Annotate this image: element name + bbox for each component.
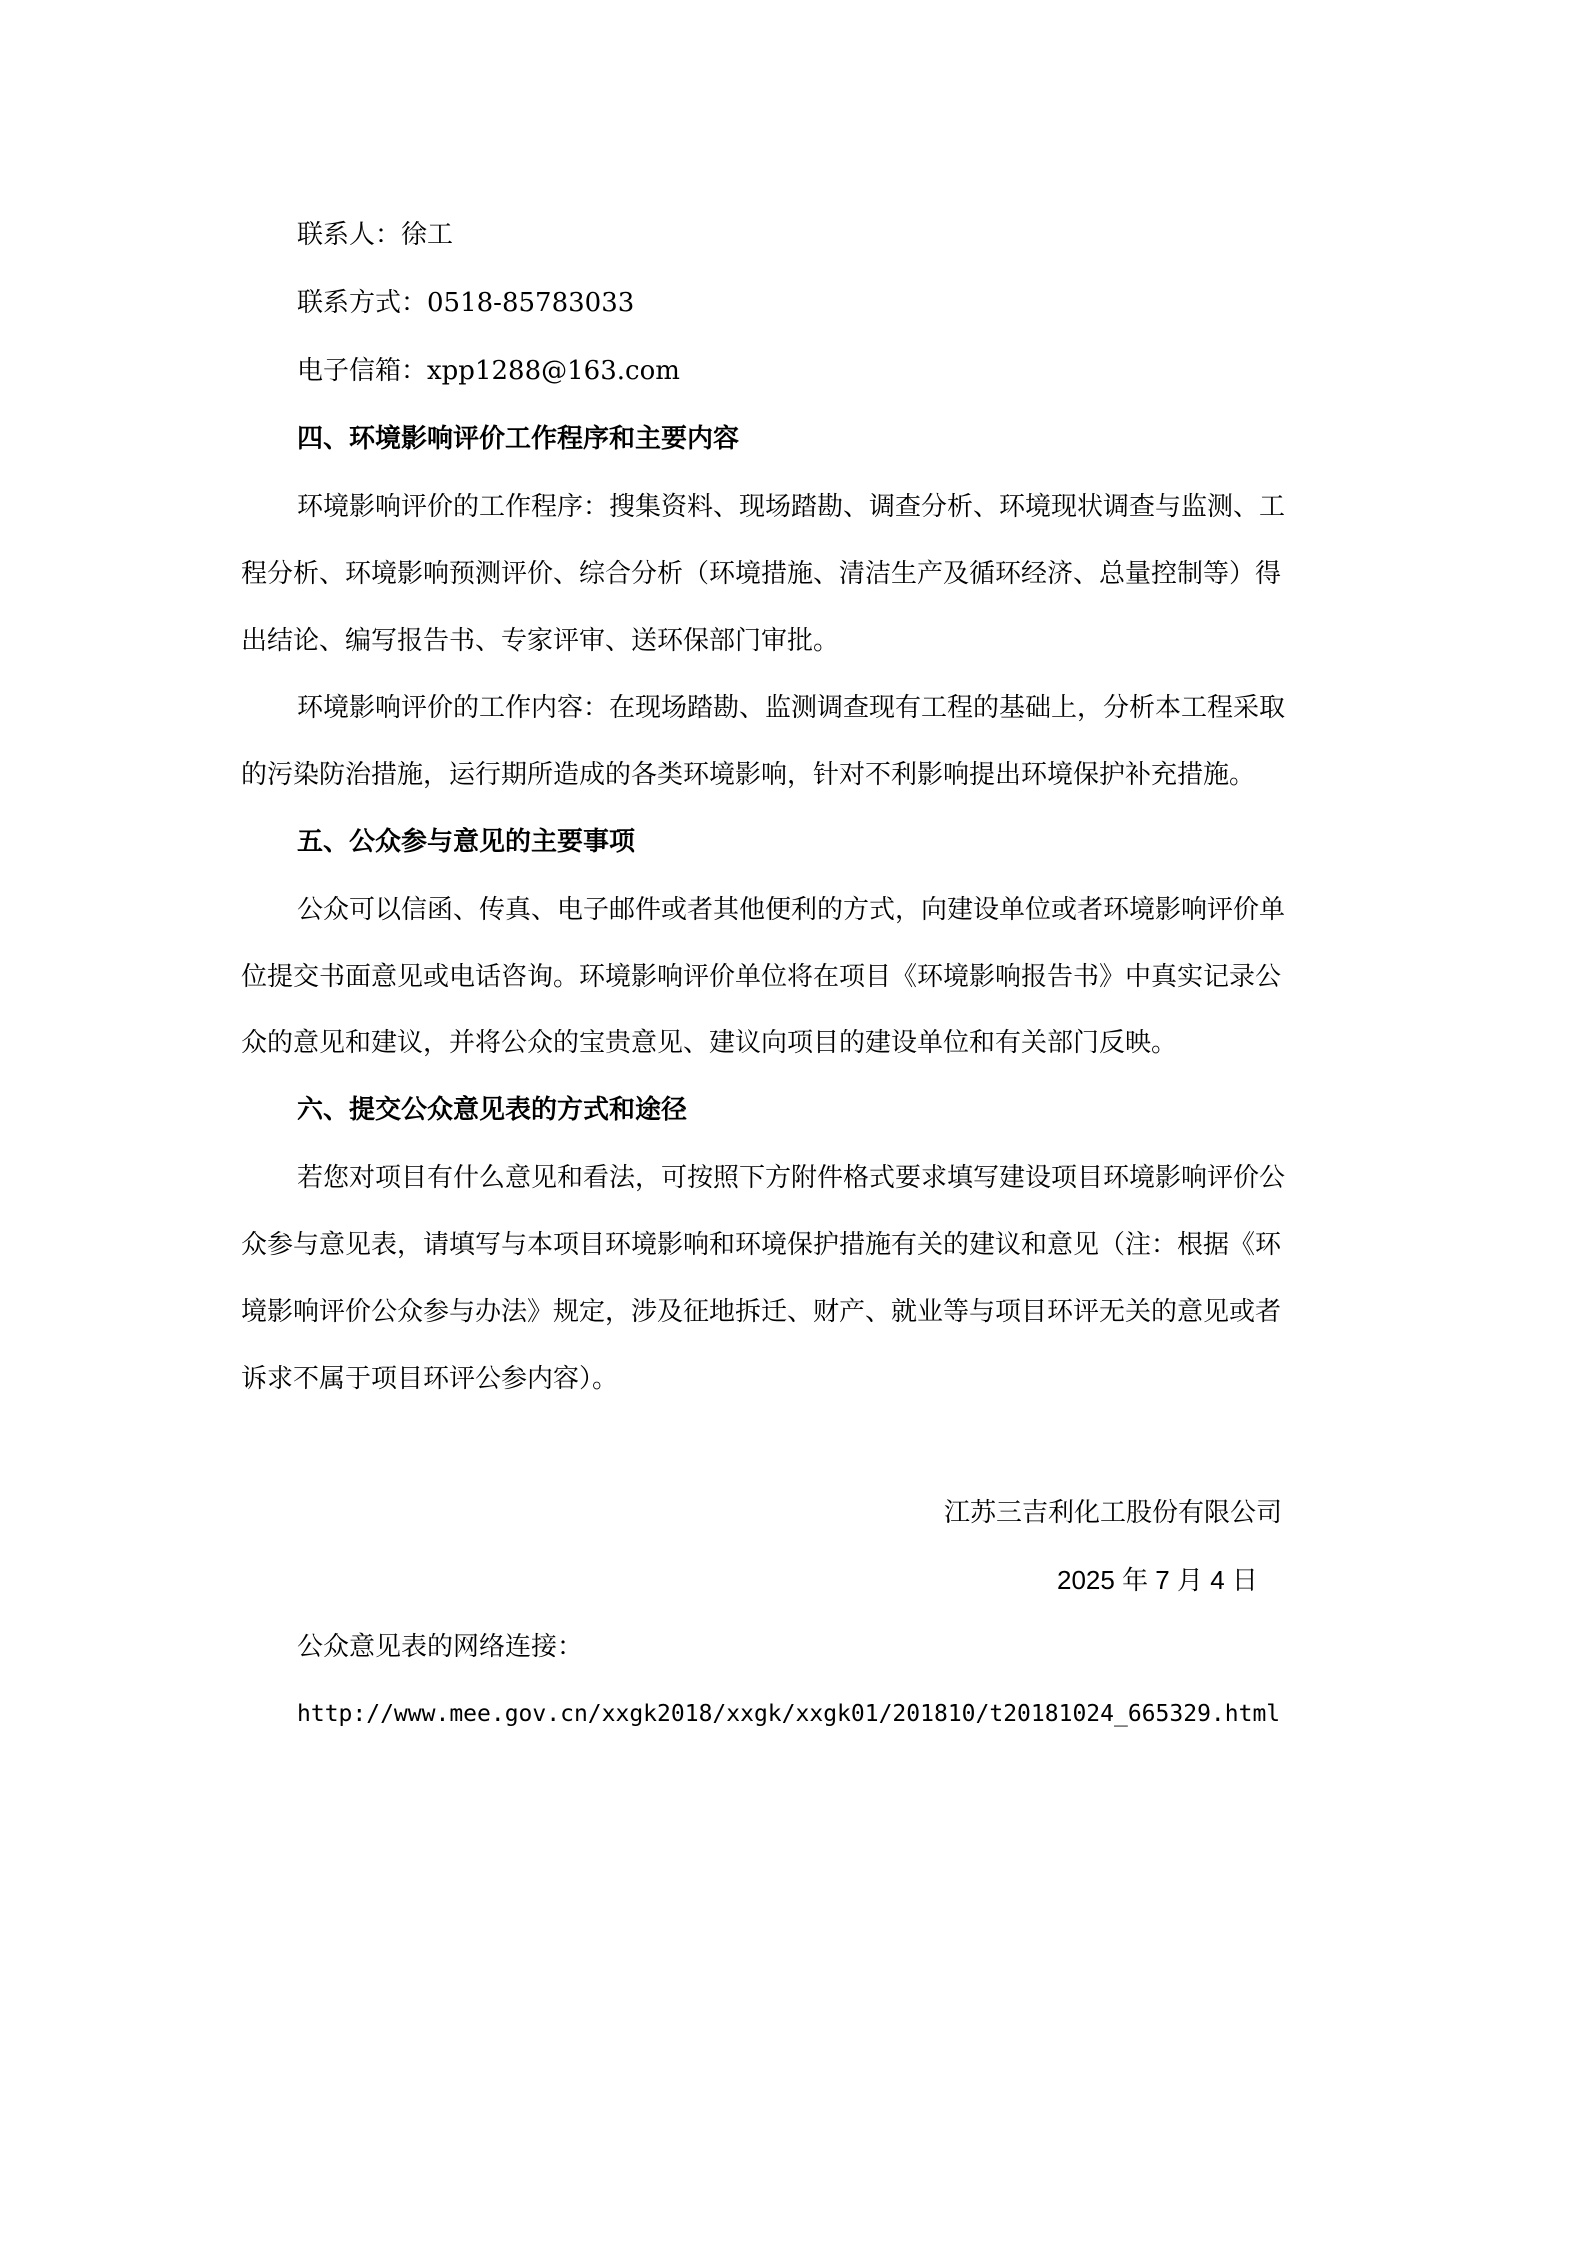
company-signature: 江苏三吉利化工股份有限公司 (944, 1498, 1283, 1528)
paragraph-line: 程分析、环境影响预测评价、综合分析（环境措施、清洁生产及循环经济、总量控制等）得 (241, 559, 1282, 589)
link-label: 公众意见表的网络连接： (297, 1632, 584, 1662)
contact-person: 联系人：徐工 (297, 220, 454, 250)
paragraph-line: 出结论、编写报告书、专家评审、送环保部门审批。 (241, 626, 840, 656)
paragraph-line: 环境影响评价的工作内容：在现场踏勘、监测调查现有工程的基础上，分析本工程采取 (297, 693, 1286, 723)
paragraph-line: 诉求不属于项目环评公参内容）。 (241, 1364, 619, 1394)
section-4-heading: 四、环境影响评价工作程序和主要内容 (297, 424, 740, 454)
opinion-form-link[interactable]: http://www.mee.gov.cn/xxgk2018/xxgk/xxgk01/201810/t20181024_665329.html (297, 1701, 1281, 1727)
section-5-heading: 五、公众参与意见的主要事项 (297, 827, 636, 857)
paragraph-line: 众参与意见表，请填写与本项目环境影响和环境保护措施有关的建议和意见（注：根据《环 (241, 1230, 1282, 1260)
signature-date: 2025 年 7 月 4 日 (1057, 1565, 1258, 1595)
paragraph-line: 公众可以信函、传真、电子邮件或者其他便利的方式，向建设单位或者环境影响评价单 (297, 895, 1286, 925)
paragraph-line: 环境影响评价的工作程序：搜集资料、现场踏勘、调查分析、环境现状调查与监测、工 (297, 492, 1286, 522)
paragraph-line: 的污染防治措施，运行期所造成的各类环境影响，针对不利影响提出环境保护补充措施。 (241, 760, 1256, 790)
paragraph-line: 众的意见和建议，并将公众的宝贵意见、建议向项目的建设单位和有关部门反映。 (241, 1028, 1178, 1058)
paragraph-line: 若您对项目有什么意见和看法，可按照下方附件格式要求填写建设项目环境影响评价公 (297, 1163, 1286, 1193)
section-6-heading: 六、提交公众意见表的方式和途径 (297, 1095, 688, 1125)
contact-phone: 联系方式：0518-85783033 (297, 288, 635, 318)
paragraph-line: 位提交书面意见或电话咨询。环境影响评价单位将在项目《环境影响报告书》中真实记录公 (241, 962, 1282, 992)
paragraph-line: 境影响评价公众参与办法》规定，涉及征地拆迁、财产、就业等与项目环评无关的意见或者 (241, 1297, 1282, 1327)
contact-email: 电子信箱：xpp1288@163.com (297, 356, 680, 386)
